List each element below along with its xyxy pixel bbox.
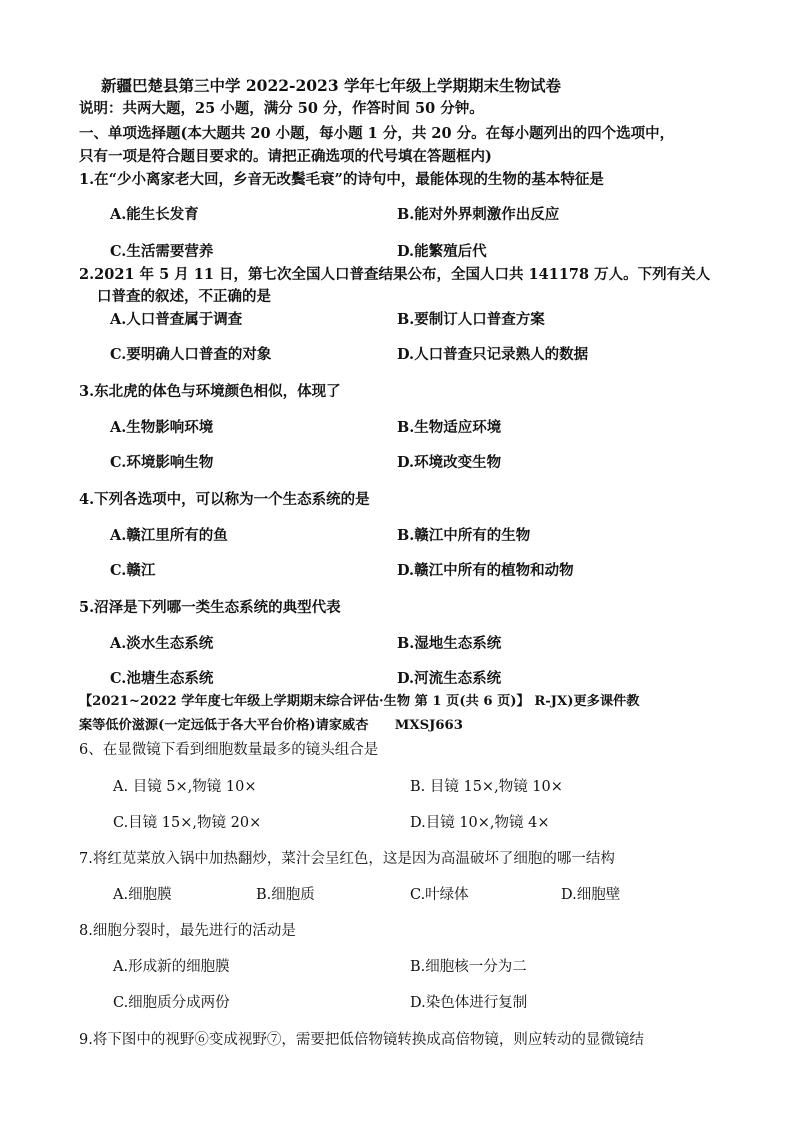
question-6-option-b: B. 目镜 15×,物镜 10× (410, 779, 563, 795)
question-6-option-a: A. 目镜 5×,物镜 10× (113, 779, 257, 795)
question-5-option-c: C.池塘生态系统 (110, 670, 214, 687)
question-5-stem: 5.沼泽是下列哪一类生态系统的典型代表 (79, 599, 341, 616)
question-3-option-a: A.生物影响环境 (110, 419, 214, 436)
question-3-option-d: D.环境改变生物 (397, 454, 502, 471)
question-1-option-c: C.生活需要营养 (110, 243, 214, 260)
question-8-option-d: D.染色体进行复制 (410, 995, 528, 1011)
question-6-stem: 6、在显微镜下看到细胞数量最多的镜头组合是 (79, 742, 379, 758)
question-3-stem: 3.东北虎的体色与环境颜色相似，体现了 (79, 383, 341, 400)
question-2-option-c: C.要明确人口普查的对象 (110, 346, 272, 363)
question-1-option-d: D.能繁殖后代 (397, 243, 487, 260)
question-2-option-a: A.人口普查属于调查 (110, 311, 243, 328)
question-8-option-a: A.形成新的细胞膜 (113, 959, 230, 975)
question-5-option-d: D.河流生态系统 (397, 670, 502, 687)
question-8-option-c: C.细胞质分成两份 (113, 995, 230, 1011)
question-1-option-b: B.能对外界刺激作出反应 (397, 206, 560, 223)
footer-note-line2: 案等低价滋源(一定远低于各大平台价格)请家威杏 MXSJ663 (79, 718, 463, 733)
question-4-option-c: C.赣江 (110, 562, 156, 579)
question-6-option-c: C.目镜 15×,物镜 20× (113, 815, 262, 831)
section-heading-line2: 只有一项是符合题目要求的。请把正确选项的代号填在答题框内) (79, 148, 492, 165)
question-2-option-b: B.要制订人口普查方案 (397, 311, 545, 328)
question-7-stem: 7.将红苋菜放入锅中加热翻炒，菜汁会呈红色，这是因为高温破坏了细胞的哪一结构 (79, 851, 615, 867)
question-2-stem-line1: 2.2021 年 5 月 11 日，第七次全国人口普查结果公布，全国人口共 141178 万人。下列有关人 (79, 266, 711, 283)
question-7-option-c: C.叶绿体 (410, 887, 469, 903)
question-3-option-b: B.生物适应环境 (397, 419, 502, 436)
question-7-option-a: A.细胞膜 (113, 887, 172, 903)
question-4-option-a: A.赣江里所有的鱼 (110, 527, 228, 544)
question-2-option-d: D.人口普查只记录熟人的数据 (397, 346, 589, 363)
question-1-option-a: A.能生长发育 (110, 206, 199, 223)
question-8-stem: 8.细胞分裂时，最先进行的活动是 (79, 923, 296, 939)
question-4-stem: 4.下列各选项中，可以称为一个生态系统的是 (79, 491, 370, 508)
question-7-option-b: B.细胞质 (256, 887, 315, 903)
question-1-stem: 1.在“少小离家老大回，乡音无改鬓毛衰”的诗句中，最能体现的生物的基本特征是 (79, 171, 604, 188)
question-2-stem-line2: 口普查的叙述，不正确的是 (97, 288, 271, 305)
question-5-option-b: B.湿地生态系统 (397, 635, 502, 652)
question-4-option-b: B.赣江中所有的生物 (397, 527, 531, 544)
question-5-option-a: A.淡水生态系统 (110, 635, 214, 652)
question-7-option-d: D.细胞壁 (561, 887, 621, 903)
question-9-stem: 9.将下图中的视野⑥变成视野⑦，需要把低倍物镜转换成高倍物镜，则应转动的显微镜结 (79, 1032, 644, 1048)
instructions: 说明：共两大题，25 小题，满分 50 分，作答时间 50 分钟。 (79, 100, 484, 117)
section-heading-line1: 一、单项选择题(本大题共 20 小题，每小题 1 分，共 20 分。在每小题列出的四个选项中， (79, 125, 675, 142)
question-6-option-d: D.目镜 10×,物镜 4× (410, 815, 550, 831)
question-3-option-c: C.环境影响生物 (110, 454, 214, 471)
footer-note-line1: 【2021~2022 学年度七年级上学期期末综合评估·生物 第 1 页(共 6 页)】 R-JX)更多课件教 (79, 694, 640, 709)
question-8-option-b: B.细胞核一分为二 (410, 959, 527, 975)
page-title: 新疆巴楚县第三中学 2022-2023 学年七年级上学期期末生物试卷 (101, 76, 562, 95)
question-4-option-d: D.赣江中所有的植物和动物 (397, 562, 574, 579)
